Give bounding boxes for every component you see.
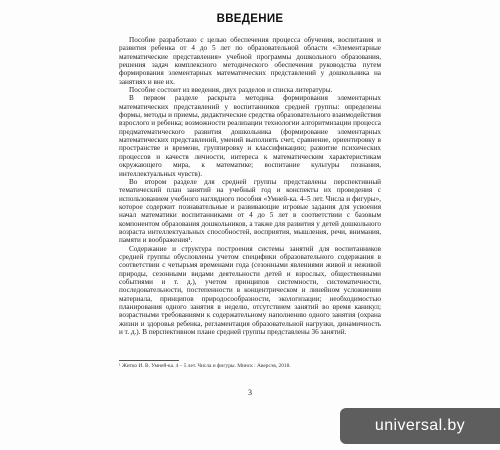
paragraph-content-structure: Содержание и структура построения системы занятий для воспитанников средней группы обусловлены учетом специфики образовательного содержания в соответствии с четырьмя временами года (сезонными явлениями живой и неживой природы, сезонными видами деятельности детей и взрослых, общественными событиями и т. д.), учетом принципов системности, систематичности, последовательности, постепенности в концентрическом и линейном усложнении материала, принципов природосообразности, экологизации; необходимостью планирования одного занятия в неделю, отсутствием занятий во время каникул; возрастными требованиями к содержательному наполнению одного занятия (охрана жизни и здоровья ребенка, регламентация образовательной нагрузки, динамичность и т. д.). В перспективном плане средней группы представлены 36 занятий. bbox=[119, 244, 381, 337]
paragraph-intro: Пособие разработано с целью обеспечения процесса обучения, воспитания и развития ребенка от 4 до 5 лет по образовательной области «Элементарные математические представления» учебной программы дошкольного образования, решения задач комплексного методического обеспечения руководства путем формирования элементарных математических представлений у дошкольника на занятиях и вне их. bbox=[119, 36, 381, 86]
page-number: 3 bbox=[248, 388, 252, 397]
paragraph-section-one: В первом разделе раскрыта методика формирования элементарных математических представлений у воспитанников средней группы: определены формы, методы и приемы, дидактические средства образовательного взаимодействия взрослого и ребенка; возможности реализации технологии алгоритмизации процесса предматематического развития дошкольника (формирование элементарных математических представлений, умений выполнять счет, сравнение, ориентировку в пространстве и времени, группировку и классификацию; развитие психических процессов и качеств личности, интереса к математическим характеристикам окружающего мира, к математике; воспитание культуры познания, интеллектуальных чувств). bbox=[119, 94, 381, 178]
footnote: ¹ Житко И. В. Умней-ка. 4 – 5 лет. Числа и фигуры. Минск : Аверсэв, 2018. bbox=[119, 363, 291, 369]
body-text bbox=[119, 36, 381, 336]
footnote-divider bbox=[119, 360, 179, 361]
watermark-badge: universal.by bbox=[340, 408, 500, 444]
paragraph-section-two: Во втором разделе для средней группы представлены перспективный тематический план занятий на учебный год и конспекты их проведения с использованием учебного наглядного пособия «Умней-ка. 4–5 лет. Числа и фигуры», которое содержит познавательные и развивающие игровые задания для усвоения начал математики воспитанниками от 4 до 5 лет в соответствии с базовым компонентом образования дошкольников, а также для развития у детей дошкольного возраста интеллектуальных способностей, восприятия, мышления, речи, внимания, памяти и воображения¹. bbox=[119, 177, 381, 245]
paragraph-structure: Пособие состоит из введения, двух разделов и списка литературы. bbox=[129, 86, 333, 95]
section-heading: ВВЕДЕНИЕ bbox=[216, 13, 284, 25]
